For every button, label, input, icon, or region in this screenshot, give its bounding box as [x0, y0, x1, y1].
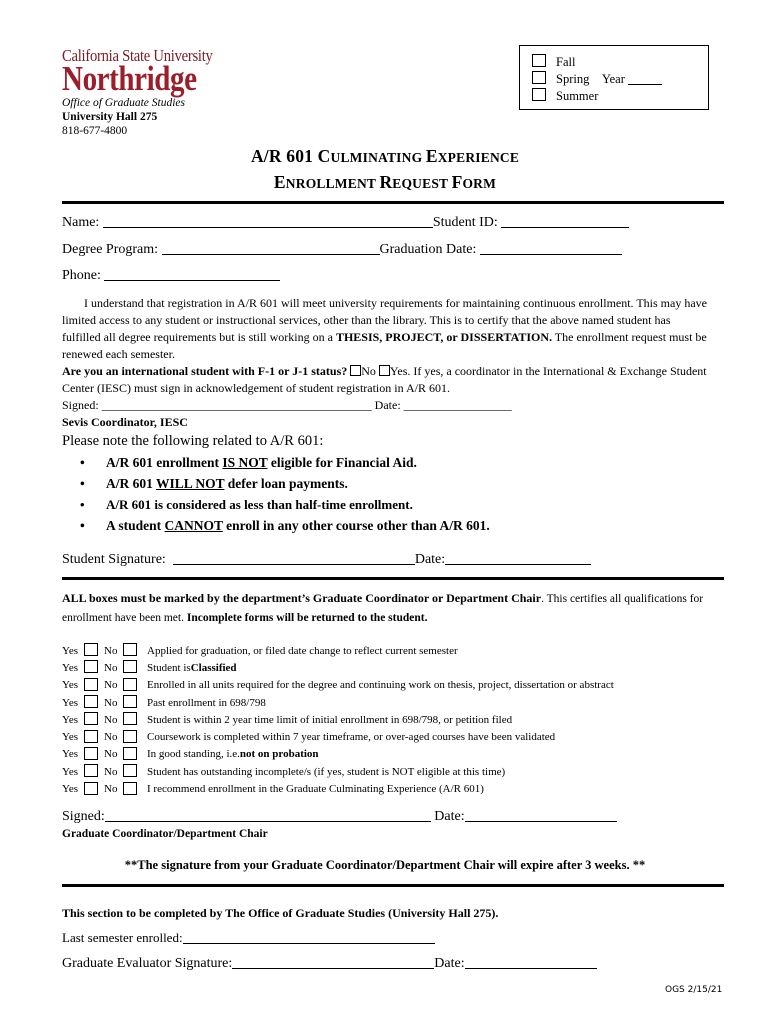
semester-summer[interactable]: Summer	[532, 88, 598, 104]
checklist-row: Yes No Student is Classified	[62, 661, 237, 674]
iesc-signature-line[interactable]: Signed: _____________________________________________ Date: __________________	[62, 398, 512, 412]
checklist-row: Yes No I recommend enrollment in the Graduate Culminating Experience (A/R 601)	[62, 783, 484, 796]
checklist-row: Yes No Student has outstanding incomplete/s (if yes, student is NOT eligible at this time)	[62, 765, 506, 778]
yes-checkbox[interactable]	[84, 643, 98, 656]
yes-checkbox[interactable]	[84, 730, 98, 743]
no-checkbox[interactable]	[123, 730, 137, 743]
divider	[62, 577, 724, 580]
coordinator-role: Graduate Coordinator/Department Chair	[62, 828, 268, 840]
no-checkbox[interactable]	[123, 764, 137, 777]
office-name: Office of Graduate Studies	[62, 97, 185, 109]
student-id-field[interactable]	[501, 214, 629, 228]
logo-university-name: California State University	[62, 46, 213, 65]
student-signature-field[interactable]	[173, 551, 415, 565]
form-title-line2: ENROLLMENT REQUEST FORM	[273, 172, 497, 192]
notes-list	[80, 455, 490, 539]
logo-campus-name: Northridge	[62, 59, 197, 98]
name-field[interactable]	[103, 214, 433, 228]
list-item: • A/R 601 is considered as less than half-time enrollment.	[80, 497, 413, 512]
yes-checkbox[interactable]	[84, 747, 98, 760]
expiration-notice: **The signature from your Graduate Coordinator/Department Chair will expire after 3 weeks. **	[124, 858, 646, 872]
yes-checkbox[interactable]	[84, 695, 98, 708]
graduation-date-field[interactable]	[480, 241, 622, 255]
student-date-field[interactable]	[445, 551, 591, 565]
office-location: University Hall 275	[62, 111, 158, 123]
list-item: • A/R 601 enrollment IS NOT eligible for Financial Aid.	[80, 455, 417, 470]
no-checkbox[interactable]	[123, 782, 137, 795]
year-label: Year	[601, 72, 625, 86]
coordinator-signature-field[interactable]	[105, 808, 431, 822]
checklist-row: Yes No Past enrollment in 698/798	[62, 696, 266, 709]
divider	[62, 201, 724, 204]
year-field[interactable]	[628, 71, 662, 85]
no-checkbox[interactable]	[123, 660, 137, 673]
coordinator-date-field[interactable]	[465, 808, 617, 822]
student-signature-row: Student Signature: Date:	[62, 551, 591, 568]
checklist-row: Yes No Coursework is completed within 7 year timeframe, or over-aged courses have been validated	[62, 731, 556, 744]
intl-yes-checkbox[interactable]	[379, 365, 390, 376]
evaluator-date-field[interactable]	[465, 955, 597, 969]
intl-no-checkbox[interactable]	[350, 365, 361, 376]
office-section-heading: This section to be completed by The Office of Graduate Studies (University Hall 275).	[62, 906, 499, 920]
name-row: Name: Student ID:	[62, 214, 629, 231]
no-checkbox[interactable]	[123, 695, 137, 708]
degree-program-field[interactable]	[162, 241, 380, 255]
semester-selector	[519, 45, 709, 110]
notes-heading: Please note the following related to A/R 601:	[62, 433, 324, 449]
office-phone: 818-677-4800	[62, 125, 128, 137]
form-version-code: OGS 2/15/21	[665, 985, 723, 995]
phone-field[interactable]	[104, 267, 280, 281]
evaluator-signature-field[interactable]	[232, 955, 434, 969]
yes-checkbox[interactable]	[84, 764, 98, 777]
no-checkbox[interactable]	[123, 712, 137, 725]
checklist-row: Yes No Student is within 2 year time limit of initial enrollment in 698/798, or petition filed	[62, 713, 513, 726]
degree-row: Degree Program: Graduation Date:	[62, 241, 622, 258]
evaluator-signature-row: Graduate Evaluator Signature: Date:	[62, 955, 597, 972]
checklist-row: Yes No In good standing, i.e. not on probation	[62, 748, 319, 761]
certification-text: ALL boxes must be marked by the department’s Graduate Coordinator or Department Chair. This certifies all qualifications for enrollment have been met. Incomplete forms will be returned to the student.	[62, 591, 704, 624]
spring-checkbox[interactable]	[532, 71, 546, 84]
yes-checkbox[interactable]	[84, 782, 98, 795]
no-checkbox[interactable]	[123, 747, 137, 760]
fall-checkbox[interactable]	[532, 54, 546, 67]
list-item: • A/R 601 WILL NOT defer loan payments.	[80, 476, 348, 491]
last-semester-row: Last semester enrolled:	[62, 930, 435, 946]
last-semester-field[interactable]	[183, 930, 435, 944]
intro-paragraph: I understand that registration in A/R 601 will meet university requirements for maintaining continuous enrollment. This may have limited access to any student or instructional services, other than the library. This is to certify that the above named student has fulfilled all degree requirements but is still working on a THESIS, PROJECT, or DISSERTATION. The enrollment request must be renewed each semester. Are you an international student with F-1 or J-1 status? No Yes. If yes, a coordinator in the International & Exchange Student Center (IESC) must sign in acknowledgement of student registration in A/R 601. Signed: _____________________________________________ Date: __________________ Sevis Coordinator, IESC	[62, 295, 710, 431]
yes-checkbox[interactable]	[84, 712, 98, 725]
yes-checkbox[interactable]	[84, 660, 98, 673]
semester-fall[interactable]: Fall	[532, 54, 575, 70]
checklist-row: Yes No Applied for graduation, or filed date change to reflect current semester	[62, 644, 458, 657]
divider	[62, 884, 724, 887]
list-item: • A student CANNOT enroll in any other course other than A/R 601.	[80, 518, 490, 533]
summer-checkbox[interactable]	[532, 88, 546, 101]
form-title-line1: A/R 601 CULMINATING EXPERIENCE	[250, 146, 520, 166]
phone-row: Phone:	[62, 267, 280, 284]
coordinator-signature-row: Signed: Date:	[62, 808, 617, 825]
no-checkbox[interactable]	[123, 678, 137, 691]
requirements-checklist	[62, 642, 614, 798]
yes-checkbox[interactable]	[84, 678, 98, 691]
semester-spring[interactable]: Spring Year	[532, 71, 662, 87]
no-checkbox[interactable]	[123, 643, 137, 656]
checklist-row: Yes No Enrolled in all units required for the degree and continuing work on thesis, project, dissertation or abstract	[62, 679, 614, 692]
